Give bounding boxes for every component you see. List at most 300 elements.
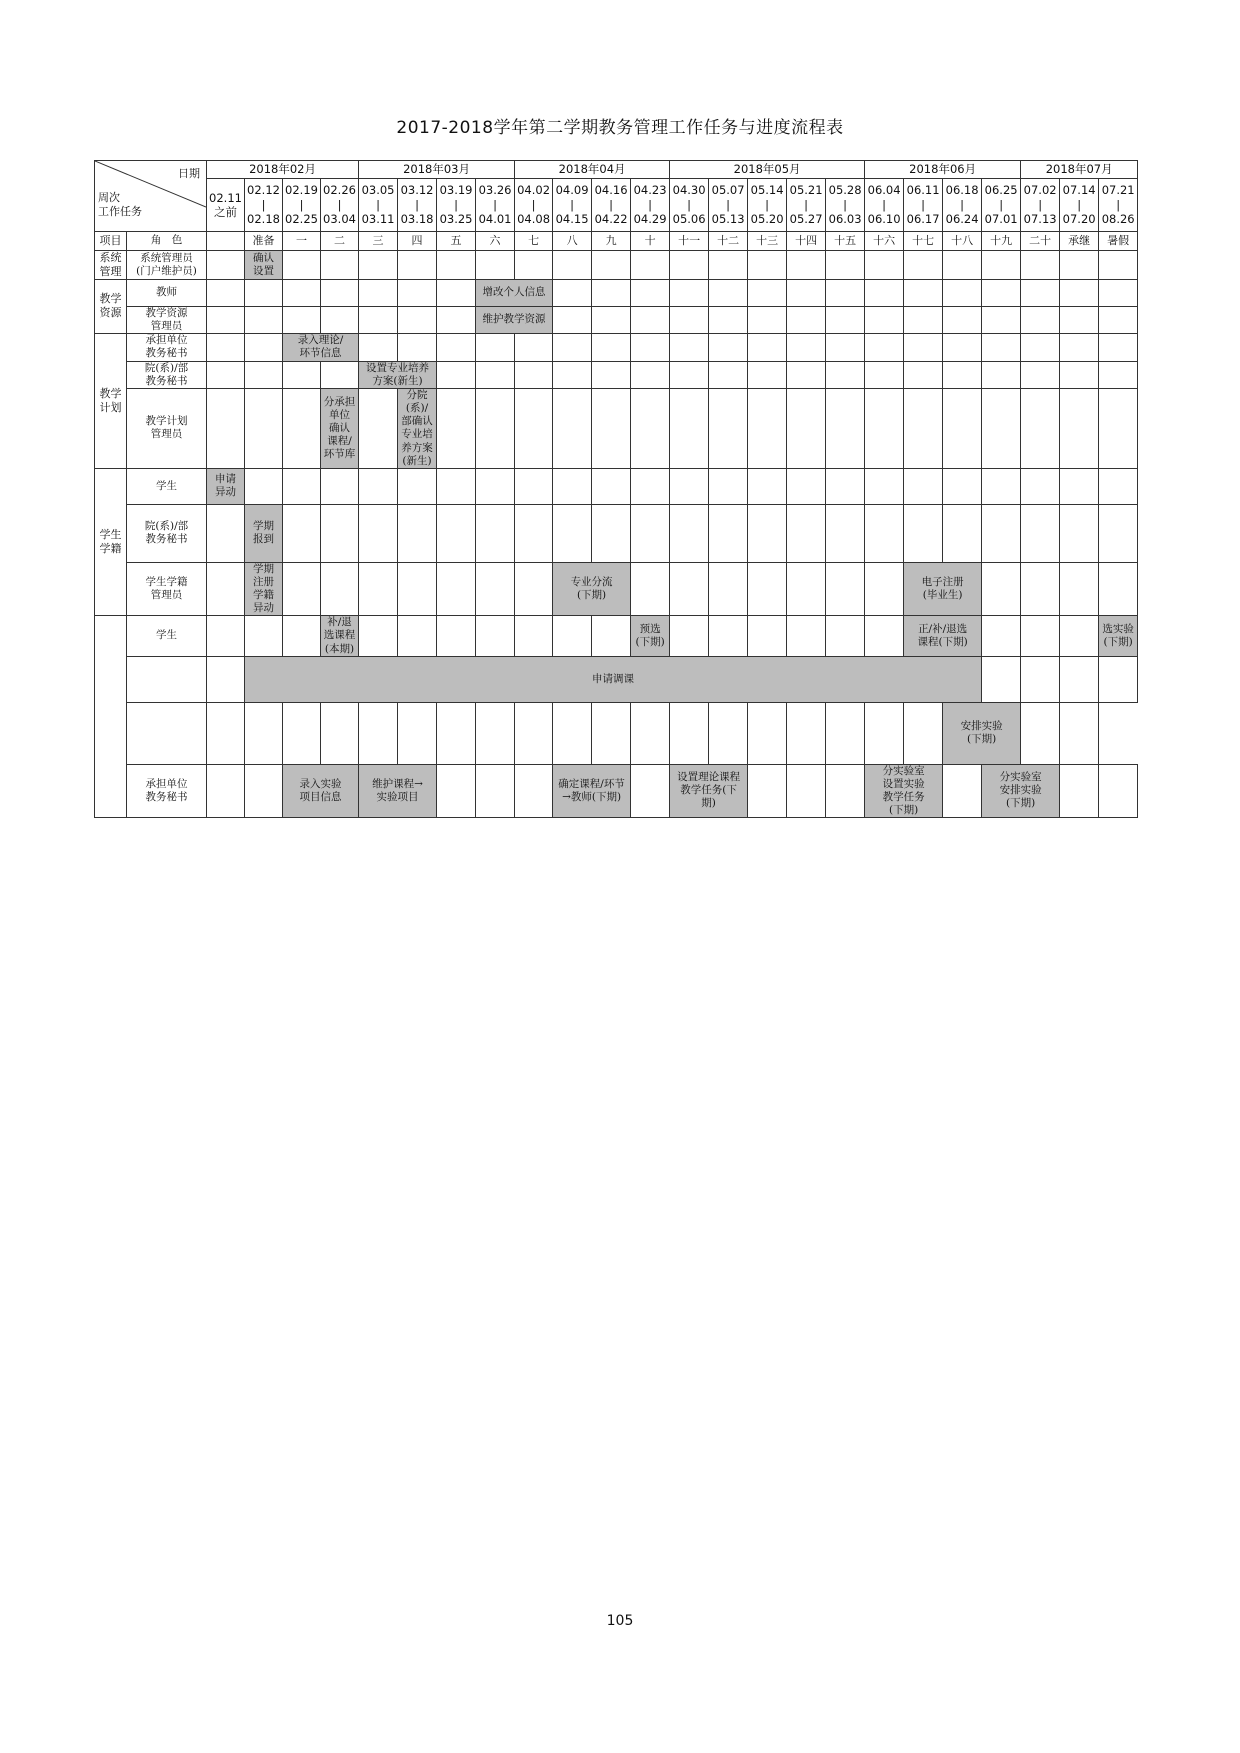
task-cell: 安排实验 (下期) (943, 702, 1021, 764)
empty-cell (476, 764, 515, 818)
empty-cell (670, 306, 709, 333)
empty-cell (398, 251, 437, 280)
empty-cell (1099, 504, 1138, 562)
empty-cell (245, 279, 283, 306)
empty-cell (437, 333, 476, 361)
empty-cell (826, 764, 865, 818)
empty-cell (553, 279, 592, 306)
week-label (207, 232, 245, 251)
empty-cell (515, 504, 553, 562)
empty-cell (359, 504, 398, 562)
empty-cell (515, 562, 553, 616)
date-range-cell: 02.19 | 02.25 (283, 179, 321, 232)
task-cell: 录入实验 项目信息 (283, 764, 359, 818)
empty-cell (207, 306, 245, 333)
role-label: 教学计划 管理员 (127, 389, 207, 469)
corner-date-label: 日期 (178, 167, 200, 180)
empty-cell (865, 389, 904, 469)
week-label: 十七 (904, 232, 943, 251)
empty-cell (515, 702, 553, 764)
task-cell: 正/补/退选 课程(下期) (904, 616, 982, 656)
empty-cell (943, 504, 982, 562)
week-label: 七 (515, 232, 553, 251)
week-label: 十八 (943, 232, 982, 251)
empty-cell (709, 361, 748, 388)
empty-cell (207, 279, 245, 306)
empty-cell (321, 504, 359, 562)
empty-cell (982, 504, 1021, 562)
empty-cell (631, 279, 670, 306)
schedule-row (95, 562, 1138, 616)
empty-cell (1099, 468, 1138, 504)
empty-cell (476, 361, 515, 388)
date-range-cell: 03.12 | 03.18 (398, 179, 437, 232)
role-label: 教师 (127, 279, 207, 306)
empty-cell (207, 616, 245, 656)
empty-cell (865, 333, 904, 361)
empty-cell (359, 306, 398, 333)
date-range-cell: 05.28 | 06.03 (826, 179, 865, 232)
empty-cell (787, 251, 826, 280)
date-range-cell: 04.02 | 04.08 (515, 179, 553, 232)
task-cell: 确认 设置 (245, 251, 283, 280)
empty-cell (709, 702, 748, 764)
empty-cell (592, 333, 631, 361)
empty-cell (748, 279, 787, 306)
empty-cell (437, 562, 476, 616)
empty-cell (826, 306, 865, 333)
empty-cell (359, 251, 398, 280)
week-label: 一 (283, 232, 321, 251)
empty-cell (904, 279, 943, 306)
empty-cell (1021, 656, 1060, 702)
empty-cell (437, 389, 476, 469)
date-range-cell: 04.30 | 05.06 (670, 179, 709, 232)
task-cell: 学期 注册 学籍 异动 (245, 562, 283, 616)
empty-cell (904, 504, 943, 562)
empty-cell (553, 306, 592, 333)
empty-cell (245, 702, 283, 764)
empty-cell (245, 389, 283, 469)
empty-cell (787, 616, 826, 656)
empty-cell (283, 702, 321, 764)
empty-cell (476, 504, 515, 562)
task-cell: 申请调课 (245, 656, 982, 702)
date-range-cell: 05.21 | 05.27 (787, 179, 826, 232)
empty-cell (1021, 333, 1060, 361)
empty-cell (321, 306, 359, 333)
empty-cell (398, 616, 437, 656)
empty-cell (515, 389, 553, 469)
empty-cell (1021, 562, 1060, 616)
empty-cell (515, 764, 553, 818)
task-cell: 选实验 (下期) (1099, 616, 1138, 656)
week-label: 二十 (1021, 232, 1060, 251)
empty-cell (865, 279, 904, 306)
date-range-cell: 03.26 | 04.01 (476, 179, 515, 232)
empty-cell (437, 702, 476, 764)
empty-cell (787, 306, 826, 333)
empty-cell (670, 389, 709, 469)
empty-cell (1099, 562, 1138, 616)
empty-cell (476, 562, 515, 616)
empty-cell (943, 251, 982, 280)
task-cell: 学期 报到 (245, 504, 283, 562)
empty-cell (207, 333, 245, 361)
empty-cell (283, 389, 321, 469)
empty-cell (787, 764, 826, 818)
empty-cell (321, 361, 359, 388)
empty-cell (631, 389, 670, 469)
role-label: 系统管理员 (门户维护员) (127, 251, 207, 280)
schedule-row (95, 333, 1138, 361)
empty-cell (670, 504, 709, 562)
empty-cell (476, 389, 515, 469)
empty-cell (865, 562, 904, 616)
week-label: 十五 (826, 232, 865, 251)
empty-cell (865, 468, 904, 504)
empty-cell (359, 702, 398, 764)
empty-cell (283, 562, 321, 616)
empty-cell (245, 764, 283, 818)
empty-cell (748, 251, 787, 280)
empty-cell (1060, 616, 1099, 656)
schedule-table-upper (94, 160, 1138, 818)
empty-cell (709, 333, 748, 361)
empty-cell (1099, 333, 1138, 361)
empty-cell (826, 504, 865, 562)
empty-cell (592, 306, 631, 333)
empty-cell (943, 333, 982, 361)
empty-cell (1060, 702, 1099, 764)
empty-cell (437, 279, 476, 306)
date-range-cell: 02.11 之前 (207, 179, 245, 232)
empty-cell (1099, 279, 1138, 306)
schedule-row (95, 279, 1138, 306)
date-range-cell: 06.18 | 06.24 (943, 179, 982, 232)
empty-cell (398, 702, 437, 764)
date-range-cell: 02.26 | 03.04 (321, 179, 359, 232)
date-range-cell: 06.11 | 06.17 (904, 179, 943, 232)
empty-cell (1021, 468, 1060, 504)
month-header: 2018年07月 (1021, 161, 1138, 179)
empty-cell (1099, 361, 1138, 388)
week-label: 十二 (709, 232, 748, 251)
empty-cell (865, 306, 904, 333)
role-label: 院(系)/部 教务秘书 (127, 361, 207, 388)
empty-cell (865, 504, 904, 562)
empty-cell (943, 361, 982, 388)
week-label: 暑假 (1099, 232, 1138, 251)
empty-cell (127, 656, 207, 702)
empty-cell (321, 562, 359, 616)
month-header: 2018年03月 (359, 161, 515, 179)
empty-cell (787, 504, 826, 562)
column-project: 项目 (95, 232, 127, 251)
empty-cell (1021, 361, 1060, 388)
empty-cell (631, 306, 670, 333)
schedule-row (95, 616, 1138, 656)
empty-cell (1021, 279, 1060, 306)
corner-task-label: 工作任务 (98, 205, 142, 218)
date-range-cell: 05.07 | 05.13 (709, 179, 748, 232)
empty-cell (553, 361, 592, 388)
date-range-cell: 06.04 | 06.10 (865, 179, 904, 232)
empty-cell (982, 468, 1021, 504)
empty-cell (826, 468, 865, 504)
empty-cell (1060, 764, 1099, 818)
group-label: 学生 学籍 (95, 468, 127, 616)
empty-cell (321, 468, 359, 504)
task-cell: 分承担 单位 确认 课程/ 环节库 (321, 389, 359, 469)
empty-cell (283, 468, 321, 504)
empty-cell (670, 468, 709, 504)
empty-cell (553, 702, 592, 764)
empty-cell (437, 504, 476, 562)
empty-cell (670, 562, 709, 616)
empty-cell (283, 616, 321, 656)
empty-cell (245, 468, 283, 504)
empty-cell (398, 279, 437, 306)
empty-cell (826, 279, 865, 306)
empty-cell (476, 468, 515, 504)
empty-cell (943, 468, 982, 504)
empty-cell (398, 504, 437, 562)
empty-cell (592, 468, 631, 504)
task-cell: 分实验室 安排实验 (下期) (982, 764, 1060, 818)
task-cell: 录入理论/ 环节信息 (283, 333, 359, 361)
empty-cell (748, 468, 787, 504)
empty-cell (748, 616, 787, 656)
empty-cell (359, 333, 398, 361)
empty-cell (787, 333, 826, 361)
empty-cell (207, 764, 245, 818)
empty-cell (865, 251, 904, 280)
week-label: 十 (631, 232, 670, 251)
empty-cell (748, 562, 787, 616)
empty-cell (592, 279, 631, 306)
empty-cell (515, 251, 553, 280)
empty-cell (592, 361, 631, 388)
empty-cell (826, 562, 865, 616)
empty-cell (982, 279, 1021, 306)
empty-cell (359, 389, 398, 469)
empty-cell (1021, 389, 1060, 469)
empty-cell (982, 616, 1021, 656)
empty-cell (437, 616, 476, 656)
empty-cell (207, 251, 245, 280)
empty-cell (982, 656, 1021, 702)
schedule-row (95, 468, 1138, 504)
empty-cell (826, 389, 865, 469)
empty-cell (826, 361, 865, 388)
empty-cell (321, 702, 359, 764)
empty-cell (982, 306, 1021, 333)
empty-cell (748, 702, 787, 764)
empty-cell (826, 333, 865, 361)
empty-cell (553, 504, 592, 562)
empty-cell (283, 504, 321, 562)
empty-cell (982, 389, 1021, 469)
empty-cell (359, 279, 398, 306)
empty-cell (398, 333, 437, 361)
empty-cell (1060, 251, 1099, 280)
date-range-cell: 03.05 | 03.11 (359, 179, 398, 232)
empty-cell (245, 361, 283, 388)
week-label: 十一 (670, 232, 709, 251)
month-header: 2018年05月 (670, 161, 865, 179)
page-number: 105 (606, 1613, 634, 1629)
week-label: 六 (476, 232, 515, 251)
column-role: 角 色 (127, 232, 207, 251)
empty-cell (476, 333, 515, 361)
group-label: 教学 资源 (95, 279, 127, 333)
empty-cell (865, 361, 904, 388)
empty-cell (631, 764, 670, 818)
empty-cell (437, 306, 476, 333)
week-label: 二 (321, 232, 359, 251)
schedule-row (95, 702, 1138, 764)
empty-cell (670, 361, 709, 388)
empty-cell (748, 306, 787, 333)
empty-cell (398, 468, 437, 504)
empty-cell (748, 764, 787, 818)
group-label: 系统 管理 (95, 251, 127, 280)
empty-cell (943, 279, 982, 306)
empty-cell (748, 504, 787, 562)
empty-cell (1099, 306, 1138, 333)
task-cell: 分实验室 设置实验 教学任务 (下期) (865, 764, 943, 818)
empty-cell (670, 616, 709, 656)
role-label: 教学资源 管理员 (127, 306, 207, 333)
empty-cell (1021, 251, 1060, 280)
task-cell: 维护课程→ 实验项目 (359, 764, 437, 818)
empty-cell (631, 333, 670, 361)
empty-cell (904, 702, 943, 764)
empty-cell (787, 562, 826, 616)
week-label: 九 (592, 232, 631, 251)
empty-cell (245, 616, 283, 656)
empty-cell (943, 389, 982, 469)
empty-cell (515, 361, 553, 388)
schedule-row (95, 764, 1138, 818)
task-cell: 补/退 选课程 (本期) (321, 616, 359, 656)
week-label: 五 (437, 232, 476, 251)
empty-cell (1099, 656, 1138, 702)
empty-cell (670, 702, 709, 764)
task-cell: 维护教学资源 (476, 306, 553, 333)
date-range-cell: 07.02 | 07.13 (1021, 179, 1060, 232)
empty-cell (670, 333, 709, 361)
empty-cell (1021, 306, 1060, 333)
empty-cell (283, 361, 321, 388)
date-range-cell: 04.16 | 04.22 (592, 179, 631, 232)
page-title: 2017-2018学年第二学期教务管理工作任务与进度流程表 (396, 118, 844, 138)
empty-cell (207, 562, 245, 616)
empty-cell (1060, 279, 1099, 306)
corner-week-label: 周次 (98, 191, 120, 204)
date-range-cell: 04.23 | 04.29 (631, 179, 670, 232)
empty-cell (398, 306, 437, 333)
empty-cell (982, 251, 1021, 280)
empty-cell (826, 616, 865, 656)
group-label (95, 616, 127, 818)
empty-cell (631, 361, 670, 388)
month-header: 2018年04月 (515, 161, 670, 179)
empty-cell (787, 279, 826, 306)
empty-cell (476, 251, 515, 280)
role-label: 院(系)/部 教务秘书 (127, 504, 207, 562)
empty-cell (982, 562, 1021, 616)
empty-cell (904, 468, 943, 504)
empty-cell (943, 764, 982, 818)
week-label: 承继 (1060, 232, 1099, 251)
empty-cell (1060, 389, 1099, 469)
empty-cell (207, 361, 245, 388)
empty-cell (1021, 504, 1060, 562)
empty-cell (1021, 702, 1060, 764)
empty-cell (787, 361, 826, 388)
empty-cell (670, 279, 709, 306)
empty-cell (437, 764, 476, 818)
empty-cell (631, 251, 670, 280)
week-label: 十三 (748, 232, 787, 251)
empty-cell (553, 616, 592, 656)
empty-cell (321, 251, 359, 280)
empty-cell (437, 468, 476, 504)
schedule-row (95, 361, 1138, 388)
empty-cell (709, 468, 748, 504)
empty-cell (515, 333, 553, 361)
empty-cell (748, 333, 787, 361)
schedule-row (95, 504, 1138, 562)
empty-cell (283, 251, 321, 280)
role-label: 承担单位 教务秘书 (127, 764, 207, 818)
schedule-row (95, 306, 1138, 333)
week-label: 十四 (787, 232, 826, 251)
empty-cell (943, 306, 982, 333)
empty-cell (592, 251, 631, 280)
empty-cell (631, 468, 670, 504)
empty-cell (553, 468, 592, 504)
week-label: 准备 (245, 232, 283, 251)
week-label: 十九 (982, 232, 1021, 251)
empty-cell (904, 306, 943, 333)
date-range-cell: 02.12 | 02.18 (245, 179, 283, 232)
group-label: 教学 计划 (95, 333, 127, 468)
header-corner (95, 161, 207, 232)
empty-cell (1099, 389, 1138, 469)
empty-cell (592, 504, 631, 562)
empty-cell (1060, 562, 1099, 616)
empty-cell (670, 251, 709, 280)
empty-cell (553, 333, 592, 361)
empty-cell (553, 389, 592, 469)
task-cell: 预选 (下期) (631, 616, 670, 656)
empty-cell (283, 279, 321, 306)
task-cell: 设置理论课程 教学任务(下 期) (670, 764, 748, 818)
role-label: 承担单位 教务秘书 (127, 333, 207, 361)
week-label: 十六 (865, 232, 904, 251)
empty-cell (553, 251, 592, 280)
task-cell: 分院 (系)/ 部确认 专业培 养方案 (新生) (398, 389, 437, 469)
empty-cell (631, 504, 670, 562)
empty-cell (1060, 656, 1099, 702)
empty-cell (982, 333, 1021, 361)
empty-cell (904, 389, 943, 469)
empty-cell (283, 306, 321, 333)
empty-cell (787, 389, 826, 469)
